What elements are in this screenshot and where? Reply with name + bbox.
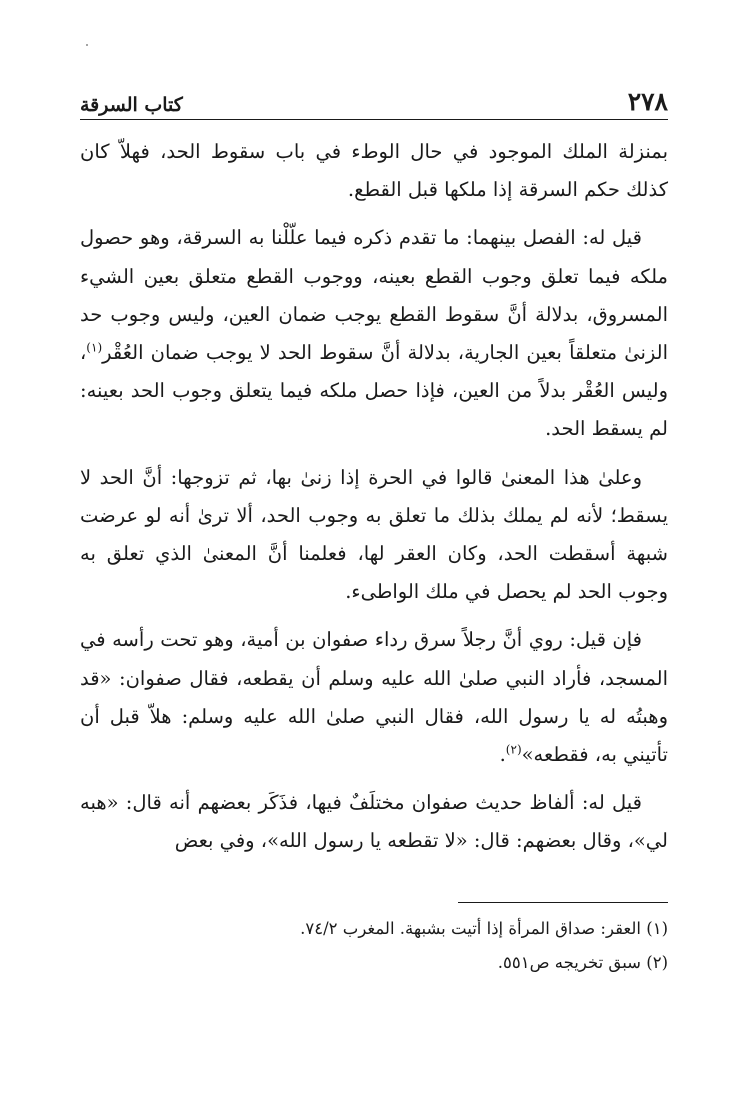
paragraph-2-text-a: قيل له: الفصل بينهما: ما تقدم ذكره فيما علّلْنا به السرقة، وهو حصول ملكه فيما تعلق وجوب القطع بعينه، ووجوب القطع متعلق بعين الشيء المسروق، بدلالة أنَّ سقوط القطع يوجب ضمان العين، وليس وجوب حد الزنىٰ متعلقاً بعين الجارية، بدلالة أنَّ سقوط الحد لا يوجب ضمان العُقْر <box>80 226 668 365</box>
paragraph-2 <box>80 219 668 448</box>
paragraph-4-text-b: . <box>499 743 506 767</box>
paragraph-4-text-a: فإن قيل: روي أنَّ رجلاً سرق رداء صفوان بن أمية، وهو تحت رأسه في المسجد، فأراد النبي صلىٰ الله عليه وسلم أن يقطعه، فقال صفوان: «قد وهبتُه له يا رسول الله، فقال النبي صلىٰ الله عليه وسلم: هلاّ قبل أن تأتيني به، فقطعه» <box>80 628 668 767</box>
running-title: كتاب السرقة <box>80 94 183 116</box>
footnote-rule <box>458 902 668 903</box>
paragraph-3 <box>80 459 668 612</box>
paragraph-5-text: قيل له: ألفاظ حديث صفوان مختلَفٌ فيها، فذَكَر بعضهم أنه قال: «هبه لي»، وقال بعضهم: قال: «لا تقطعه يا رسول الله»، وفي بعض <box>80 791 668 853</box>
footnote-2: (٢) سبق تخريجه ص٥٥١. <box>497 953 668 972</box>
paragraph-5 <box>80 784 668 860</box>
paragraph-1-text: بمنزلة الملك الموجود في حال الوطء في باب سقوط الحد، فهلاّ كان كذلك حكم السرقة إذا ملكها قبل القطع. <box>80 140 668 202</box>
paragraph-2-text-b: ، وليس العُقْر بدلاً من العين، فإذا حصل ملكه فيما يتعلق وجوب الحد بعينه: لم يسقط الحد. <box>80 341 668 441</box>
paragraph-1 <box>80 133 668 209</box>
footnote-1: (١) العقر: صداق المرأة إذا أتيت بشبهة. المغرب ٧٤/٢. <box>300 919 668 938</box>
footnote-marker-1: (١) <box>86 340 103 355</box>
scan-speck <box>86 44 88 46</box>
paragraph-3-text: وعلىٰ هذا المعنىٰ قالوا في الحرة إذا زنىٰ بها، ثم تزوجها: أنَّ الحد لا يسقط؛ لأنه لم يملك بذلك ما تعلق به وجوب الحد، ألا ترىٰ أنه لو عرضت شبهة أسقطت الحد، وكان العقر لها، فعلمنا أنَّ المعنىٰ الذي تعلق به وجوب الحد لم يحصل في ملك الواطىء. <box>80 465 668 604</box>
page-header <box>80 80 668 116</box>
footnote-marker-2: (٢) <box>505 742 522 757</box>
page-number: ٢٧٨ <box>627 87 668 116</box>
header-rule <box>80 119 668 120</box>
paragraph-4 <box>80 621 668 774</box>
footnotes <box>150 912 668 980</box>
main-text <box>80 133 668 871</box>
